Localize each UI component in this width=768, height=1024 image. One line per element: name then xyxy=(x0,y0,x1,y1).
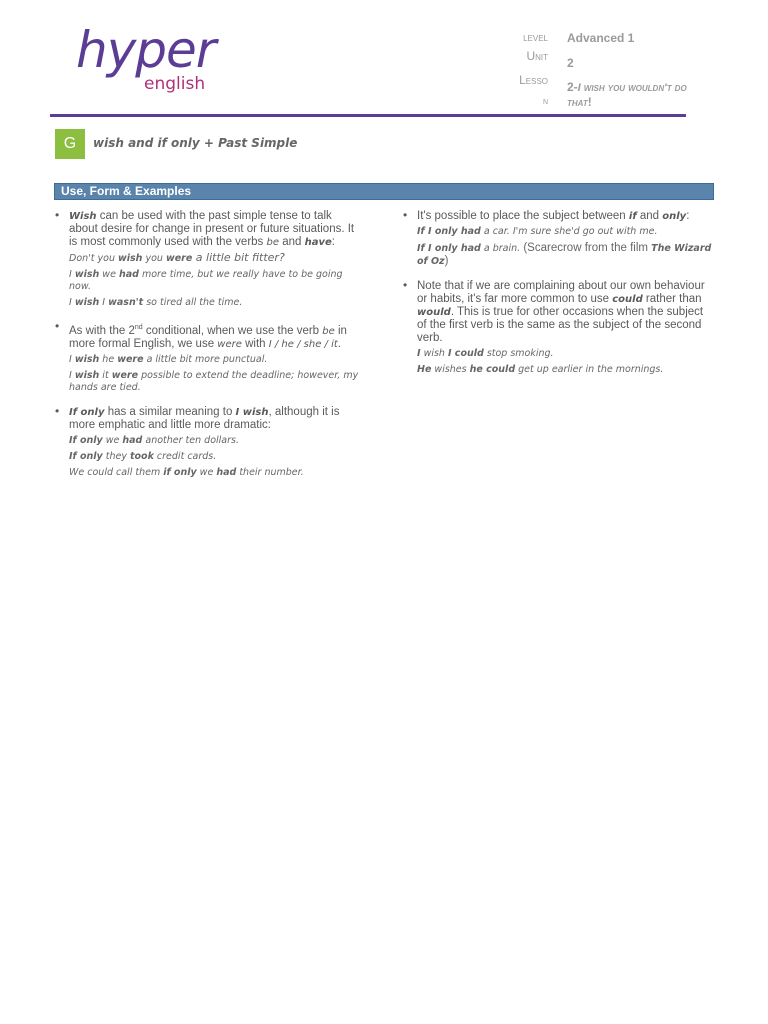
lesson-bang: ! xyxy=(587,95,592,109)
grammar-title: wish and if only + Past Simple xyxy=(93,136,298,150)
unit-label: Unit xyxy=(526,49,548,63)
header-divider xyxy=(50,114,686,117)
bullet-item xyxy=(55,321,360,394)
unit-value: 2 xyxy=(567,56,574,70)
bullet-item xyxy=(403,280,715,376)
right-column xyxy=(403,210,715,388)
level-label: level xyxy=(523,30,548,44)
bullet-item xyxy=(403,210,715,268)
example-sentence: I wish he were a little bit more punctual. xyxy=(69,353,268,365)
bullet-text: It's possible to place the subject between if and only: xyxy=(417,210,690,222)
level-value: Advanced 1 xyxy=(567,31,635,45)
example-sentence: I wish I could stop smoking. xyxy=(417,348,554,359)
example-sentence: He wishes he could get up earlier in the mornings. xyxy=(417,364,664,375)
example-sentence: If I only had a car. I'm sure she'd go out with me. xyxy=(417,226,658,237)
lesson-label-part1: Lesso xyxy=(519,73,548,87)
example-sentence: I wish it were possible to extend the deadline; however, my hands are tied. xyxy=(69,369,359,393)
logo-brand: hyper xyxy=(76,21,216,79)
bullet-text: Note that if we are complaining about our own behaviour or habits, it's far more common to use could rather than would. This is true for other occasions when the subject of the first verb is the same as the subject of the second verb. xyxy=(417,280,705,344)
lesson-value xyxy=(567,80,707,110)
example-sentence: I wish I wasn't so tired all the time. xyxy=(69,297,243,308)
bullet-icon: • xyxy=(55,319,60,333)
logo-sub: english xyxy=(144,74,206,94)
bullet-item xyxy=(55,403,360,479)
example-sentence: Don't you wish you were a little bit fitter? xyxy=(69,251,285,264)
section-header: Use, Form & Examples xyxy=(54,183,714,200)
grammar-badge: G xyxy=(55,129,85,159)
hyper-english-logo xyxy=(76,20,226,100)
bullet-text: As with the 2nd conditional, when we use the verb be in more formal English, we use were with I / he / she / it. xyxy=(69,324,347,350)
lesson-title: I wish you wouldn't do that xyxy=(567,82,687,109)
bullet-item xyxy=(55,210,360,309)
left-column xyxy=(55,210,360,491)
bullet-icon: • xyxy=(403,208,408,222)
example-sentence: I wish we had more time, but we really have to be going now. xyxy=(69,269,343,292)
bullet-icon: • xyxy=(55,403,60,418)
bullet-text: Wish can be used with the past simple tense to talk about desire for change in present or future situations. It is most commonly used with the verbs be and have: xyxy=(69,210,355,248)
lesson-label-part2: n xyxy=(542,96,548,107)
example-sentence: If I only had a brain. (Scarecrow from the film The Wizard of Oz) xyxy=(417,242,712,267)
bullet-text: If only has a similar meaning to I wish, although it is more emphatic and little more dramatic: xyxy=(69,405,340,431)
bullet-icon: • xyxy=(55,208,60,222)
example-sentence: If only they took credit cards. xyxy=(69,450,217,462)
example-sentence: We could call them if only we had their number. xyxy=(69,466,304,478)
example-sentence: If only we had another ten dollars. xyxy=(69,434,239,446)
lesson-number: 2- xyxy=(567,80,578,94)
bullet-icon: • xyxy=(403,278,408,292)
